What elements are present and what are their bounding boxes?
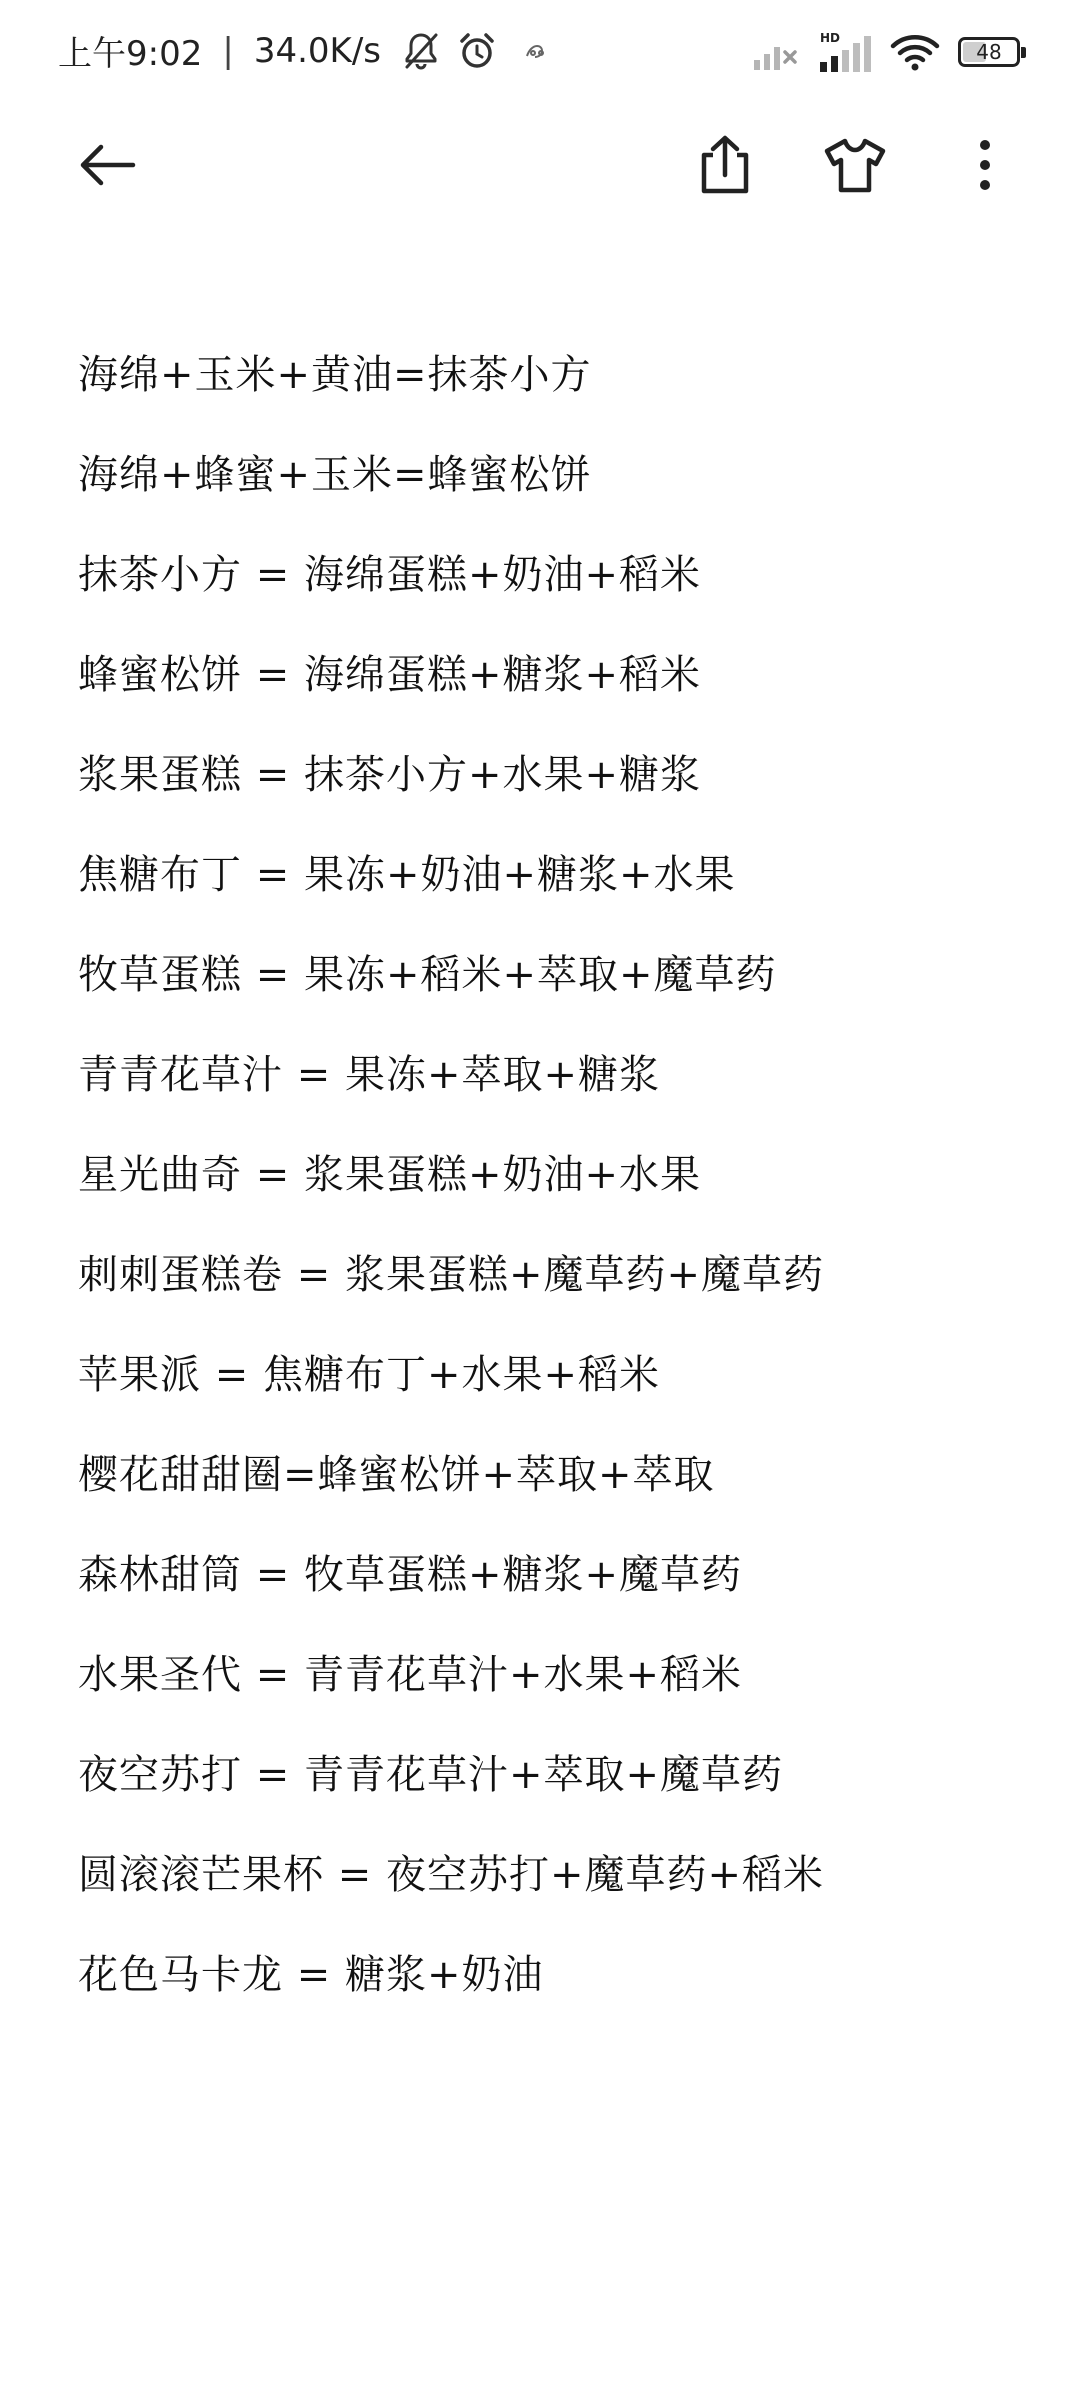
status-separator: | <box>222 30 234 71</box>
status-right <box>752 30 1020 74</box>
status-left <box>58 26 561 75</box>
battery-level-text: 48 <box>976 40 1002 64</box>
status-time: 上午9:02 <box>58 34 203 74</box>
note-line: 苹果派 = 焦糖布丁+水果+稻米 <box>78 1352 660 1398</box>
note-body[interactable] <box>78 350 1038 2050</box>
network-badge: HD <box>820 31 841 45</box>
share-button[interactable] <box>680 120 770 210</box>
more-options-button[interactable] <box>940 120 1030 210</box>
theme-button[interactable] <box>810 120 900 210</box>
note-line: 刺刺蛋糕卷 = 浆果蛋糕+魔草药+魔草药 <box>78 1252 824 1298</box>
back-arrow-icon <box>75 133 139 197</box>
note-toolbar <box>0 120 1080 210</box>
note-line: 焦糖布丁 = 果冻+奶油+糖浆+水果 <box>78 852 736 898</box>
battery-icon <box>958 37 1020 67</box>
note-line: 抹茶小方 = 海绵蛋糕+奶油+稻米 <box>78 552 701 598</box>
note-line: 浆果蛋糕 = 抹茶小方+水果+糖浆 <box>78 752 701 798</box>
alarm-icon <box>455 29 499 73</box>
more-vertical-icon <box>975 137 995 193</box>
wifi-icon <box>890 32 940 72</box>
share-icon <box>695 133 755 197</box>
note-line: 青青花草汁 = 果冻+萃取+糖浆 <box>78 1052 660 1098</box>
note-line: 星光曲奇 = 浆果蛋糕+奶油+水果 <box>78 1152 701 1198</box>
note-line: 牧草蛋糕 = 果冻+稻米+萃取+魔草药 <box>78 952 777 998</box>
theme-shirt-icon <box>823 135 887 195</box>
note-line: 蜂蜜松饼 = 海绵蛋糕+糖浆+稻米 <box>78 652 701 698</box>
note-line: 花色马卡龙 = 糖浆+奶油 <box>78 1952 544 1998</box>
network-speed: 34.0K/s <box>253 30 381 71</box>
note-line: 圆滚滚芒果杯 = 夜空苏打+魔草药+稻米 <box>78 1852 824 1898</box>
misc-app-icon <box>523 38 549 64</box>
signal-hd-icon <box>818 30 872 74</box>
notifications-off-icon <box>399 29 443 73</box>
note-line: 森林甜筒 = 牧草蛋糕+糖浆+魔草药 <box>78 1552 742 1598</box>
status-bar <box>0 0 1080 100</box>
note-line: 海绵+玉米+黄油=抹茶小方 <box>78 352 592 398</box>
note-line: 夜空苏打 = 青青花草汁+萃取+魔草药 <box>78 1752 783 1798</box>
note-line: 樱花甜甜圈=蜂蜜松饼+萃取+萃取 <box>78 1452 715 1498</box>
back-button[interactable] <box>62 120 152 210</box>
signal-no-service-icon <box>752 32 800 72</box>
note-line: 海绵+蜂蜜+玉米=蜂蜜松饼 <box>78 452 592 498</box>
note-line: 水果圣代 = 青青花草汁+水果+稻米 <box>78 1652 742 1698</box>
